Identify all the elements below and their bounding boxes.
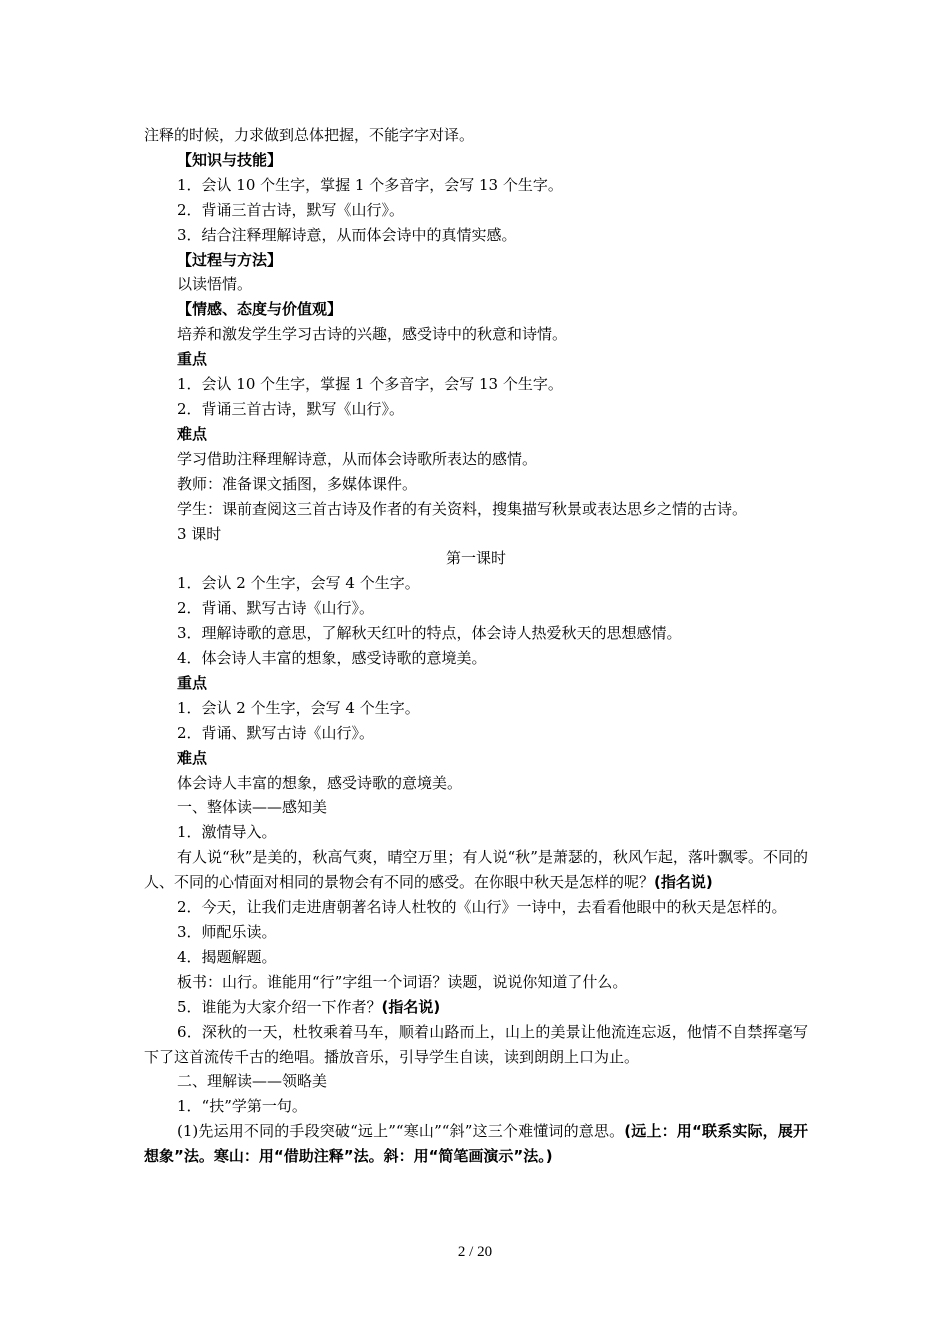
text-line: 3 课时 [177,524,222,543]
page-body [144,123,808,1169]
text-line: 以读悟情。 [177,275,253,294]
list-item-text: 5．谁能为大家介绍一下作者？ [177,997,382,1016]
section-title: 二、理解读——领略美 [177,1072,328,1091]
list-item: 1．“扶”学第一句。 [177,1097,307,1116]
list-item-note: (指名说) [381,997,441,1016]
text-line: 学生：课前查阅这三首古诗及作者的有关资料，搜集描写秋景或表达思乡之情的古诗。 [177,499,748,518]
section-heading: 【情感、态度与价值观】 [177,300,343,319]
paragraph [144,845,808,895]
list-item: 3．师配乐读。 [177,923,277,941]
list-item: 4．体会诗人丰富的想象，感受诗歌的意境美。 [177,649,487,668]
section-heading: 重点 [177,673,208,692]
text-line: 学习借助注释理解诗意，从而体会诗歌所表达的感情。 [177,449,538,468]
paragraph: 6．深秋的一天，杜牧乘着马车，顺着山路而上，山上的美景让他流连忘返，他情不自禁挥毫写下了这首流传千古的绝唱。播放音乐，引导学生自读，读到朗朗上口为止。 [144,1022,808,1066]
list-item: 2．背诵、默写古诗《山行》。 [177,723,375,742]
text-line: 培养和激发学生学习古诗的兴趣，感受诗中的秋意和诗情。 [177,325,568,344]
text-line: 教师：准备课文插图，多媒体课件。 [177,474,418,493]
list-item: 1．会认 2 个生字，会写 4 个生字。 [177,574,420,593]
list-item: 4．揭题解题。 [177,947,277,966]
paragraph [144,1119,808,1169]
text-line: 板书：山行。谁能用“行”字组一个词语？读题，说说你知道了什么。 [177,972,628,991]
section-heading: 重点 [177,350,208,369]
page-number: 2 / 20 [457,1244,493,1260]
paragraph: 2．今天，让我们走进唐朝著名诗人杜牧的《山行》一诗中，去看看他眼中的秋天是怎样的。 [177,898,787,917]
section-heading: 【过程与方法】 [177,250,283,269]
paragraph-text: 有人说“秋”是美的，秋高气爽，晴空万里；有人说“秋”是萧瑟的，秋风乍起，落叶飘零。不同的人、不同的心情面对相同的景物会有不同的感受。在你眼中秋天是怎样的呢？ [144,848,808,892]
list-item: 3．结合注释理解诗意，从而体会诗中的真情实感。 [177,225,517,244]
lesson-title: 第一课时 [445,549,506,568]
section-title: 一、整体读——感知美 [177,798,328,817]
text-line: 注释的时候，力求做到总体把握，不能字字对译。 [144,126,475,144]
text-line: 体会诗人丰富的想象，感受诗歌的意境美。 [177,773,463,792]
section-heading: 难点 [177,424,208,443]
list-item: 1．激情导入。 [177,823,277,842]
section-heading: 【知识与技能】 [177,150,283,169]
paragraph-text: (1)先运用不同的手段突破“远上”“寒山”“斜”这三个难懂词的意思。 [177,1122,625,1141]
section-heading: 难点 [177,748,208,767]
list-item: 2．背诵、默写古诗《山行》。 [177,599,375,618]
list-item: 1．会认 2 个生字，会写 4 个生字。 [177,698,420,717]
list-item [144,995,808,1020]
paragraph-note: (指名说) [654,873,713,892]
list-item: 2．背诵三首古诗，默写《山行》。 [177,399,405,418]
list-item: 2．背诵三首古诗，默写《山行》。 [177,200,405,219]
paragraph-note: (远上：用“联系实际，展开想象”法。寒山：用“借助注释”法。斜：用“简笔画演示”法。) [144,1122,809,1166]
list-item: 3．理解诗歌的意思，了解秋天红叶的特点，体会诗人热爱秋天的思想感情。 [177,624,682,643]
list-item: 1．会认 10 个生字，掌握 1 个多音字，会写 13 个生字。 [177,175,563,194]
list-item: 1．会认 10 个生字，掌握 1 个多音字，会写 13 个生字。 [177,375,563,394]
